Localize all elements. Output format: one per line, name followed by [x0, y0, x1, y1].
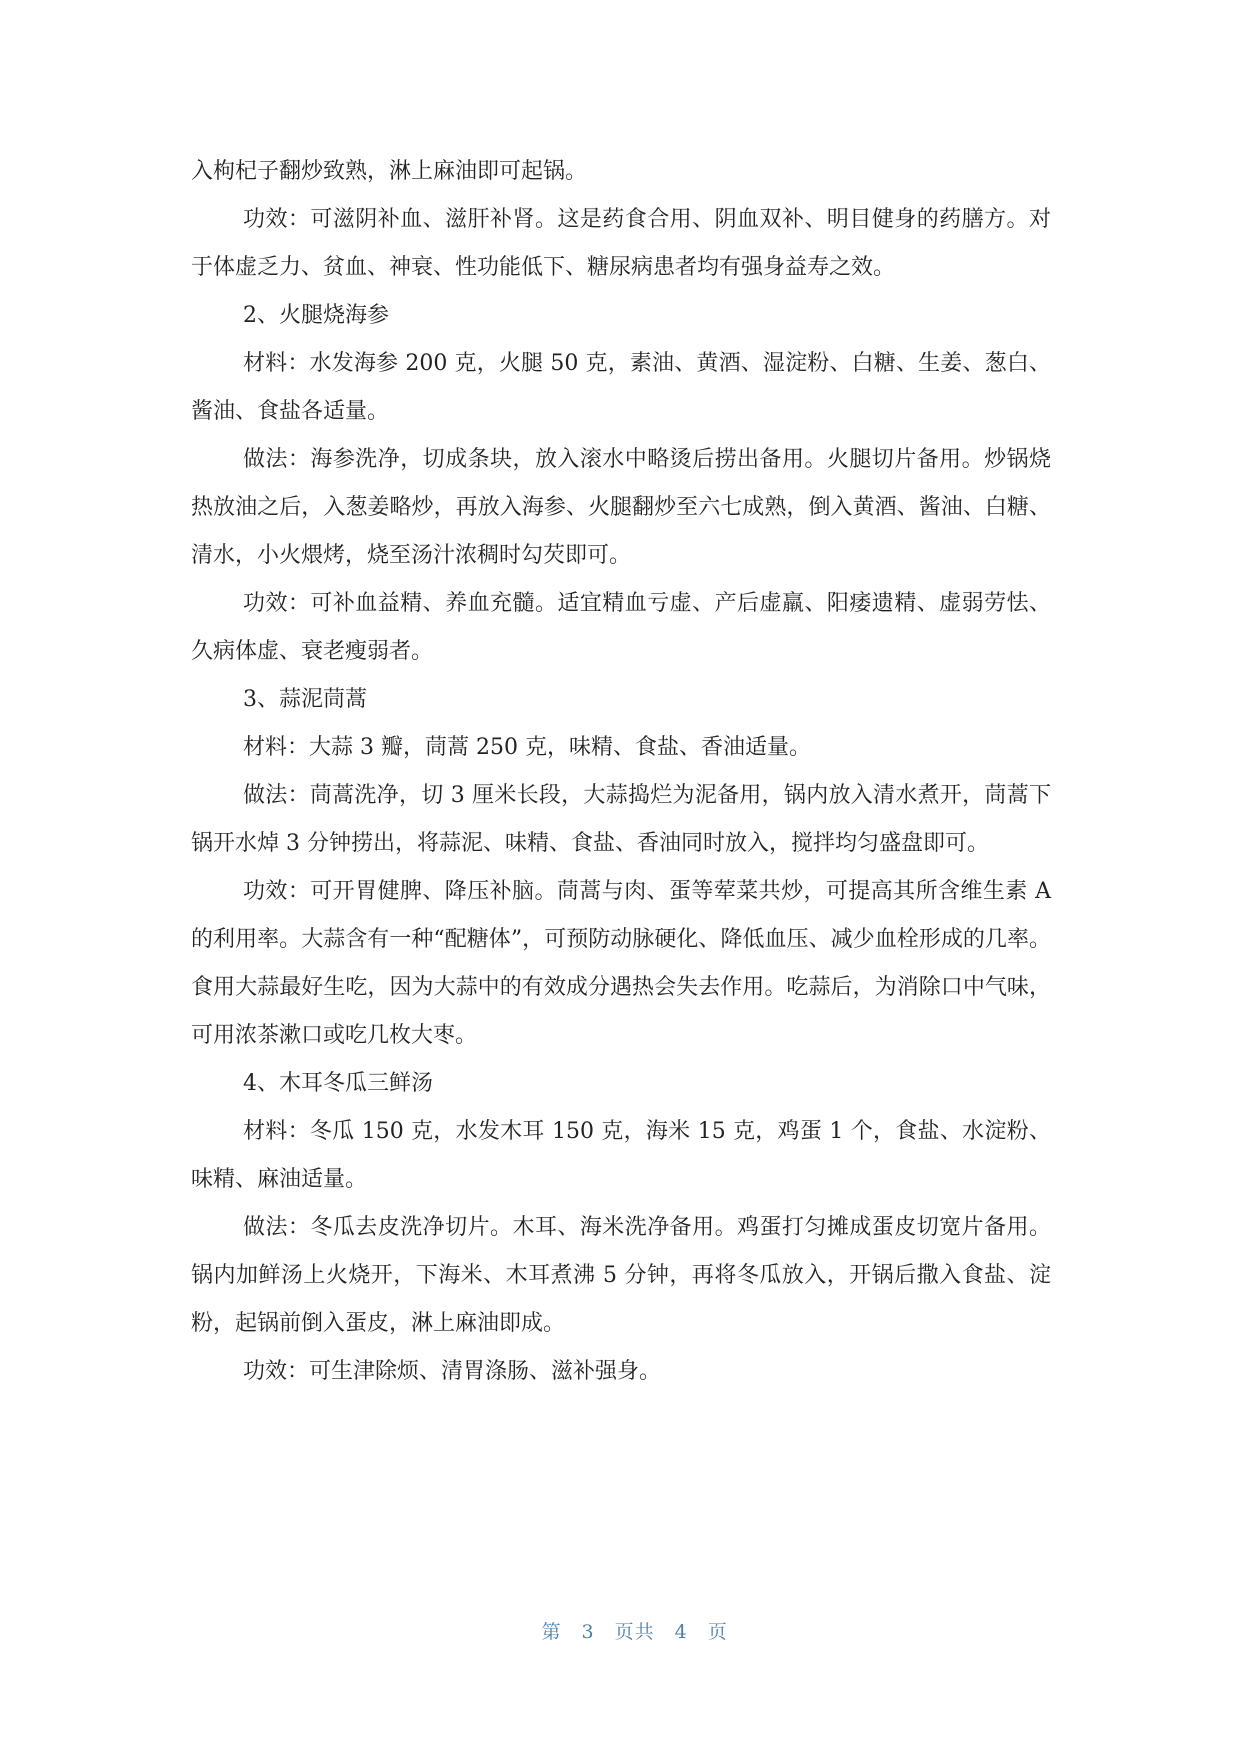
current-page-number: 3: [581, 1621, 595, 1643]
paragraph: 入枸杞子翻炒致熟，淋上麻油即可起锅。: [191, 159, 588, 184]
recipe-heading: 2、火腿烧海参: [243, 303, 389, 328]
paragraph: 做法：冬瓜去皮洗净切片。木耳、海米洗净备用。鸡蛋打匀摊成蛋皮切宽片备用。锅内加鲜汤上火烧开，下海米、木耳煮沸 5 分钟，再将冬瓜放入，开锅后撒入食盐、淀粉，起锅前倒入蛋皮，淋上麻油即成。: [191, 1215, 1051, 1336]
paragraph: 材料：冬瓜 150 克，水发木耳 150 克，海米 15 克，鸡蛋 1 个，食盐、水淀粉、味精、麻油适量。: [191, 1119, 1051, 1192]
paragraph: 功效：可滋阴补血、滋肝补肾。这是药食合用、阴血双补、明目健身的药膳方。对于体虚乏力、贫血、神衰、性功能低下、糖尿病患者均有强身益寿之效。: [191, 207, 1051, 280]
footer-middle: 页共: [614, 1621, 655, 1643]
recipe-heading: 3、蒜泥茼蒿: [243, 687, 367, 712]
paragraph: 功效：可开胃健脾、降压补脑。茼蒿与肉、蛋等荤菜共炒，可提高其所含维生素 A 的利用率。大蒜含有一种“配糖体”，可预防动脉硬化、降低血压、减少血栓形成的几率。食用大蒜最好生吃，因为大蒜中的有效成分遇热会失去作用。吃蒜后，为消除口中气味，可用浓茶漱口或吃几枚大枣。: [191, 879, 1051, 1048]
recipe-heading: 4、木耳冬瓜三鲜汤: [243, 1071, 433, 1096]
paragraph: 做法：茼蒿洗净，切 3 厘米长段，大蒜捣烂为泥备用，锅内放入清水煮开，茼蒿下锅开水焯 3 分钟捞出，将蒜泥、味精、食盐、香油同时放入，搅拌均匀盛盘即可。: [191, 783, 1051, 856]
paragraph: 材料：水发海参 200 克，火腿 50 克，素油、黄酒、湿淀粉、白糖、生姜、葱白、酱油、食盐各适量。: [191, 351, 1051, 424]
paragraph: 功效：可生津除烦、清胃涤肠、滋补强身。: [243, 1359, 662, 1384]
paragraph: 做法：海参洗净，切成条块，放入滚水中略烫后捞出备用。火腿切片备用。炒锅烧热放油之后，入葱姜略炒，再放入海参、火腿翻炒至六七成熟，倒入黄酒、酱油、白糖、清水，小火煨烤，烧至汤汁浓稠时勾芡即可。: [191, 447, 1051, 568]
paragraph: 功效：可补血益精、养血充髓。适宜精血亏虚、产后虚羸、阳痿遗精、虚弱劳怯、久病体虚、衰老瘦弱者。: [191, 591, 1051, 664]
document-body: [191, 148, 1051, 1396]
footer-prefix: 第: [541, 1621, 562, 1643]
total-pages-number: 4: [674, 1621, 688, 1643]
paragraph: 材料：大蒜 3 瓣，茼蒿 250 克，味精、食盐、香油适量。: [243, 735, 811, 760]
page-footer: [0, 1595, 1241, 1666]
footer-suffix: 页: [707, 1621, 728, 1643]
